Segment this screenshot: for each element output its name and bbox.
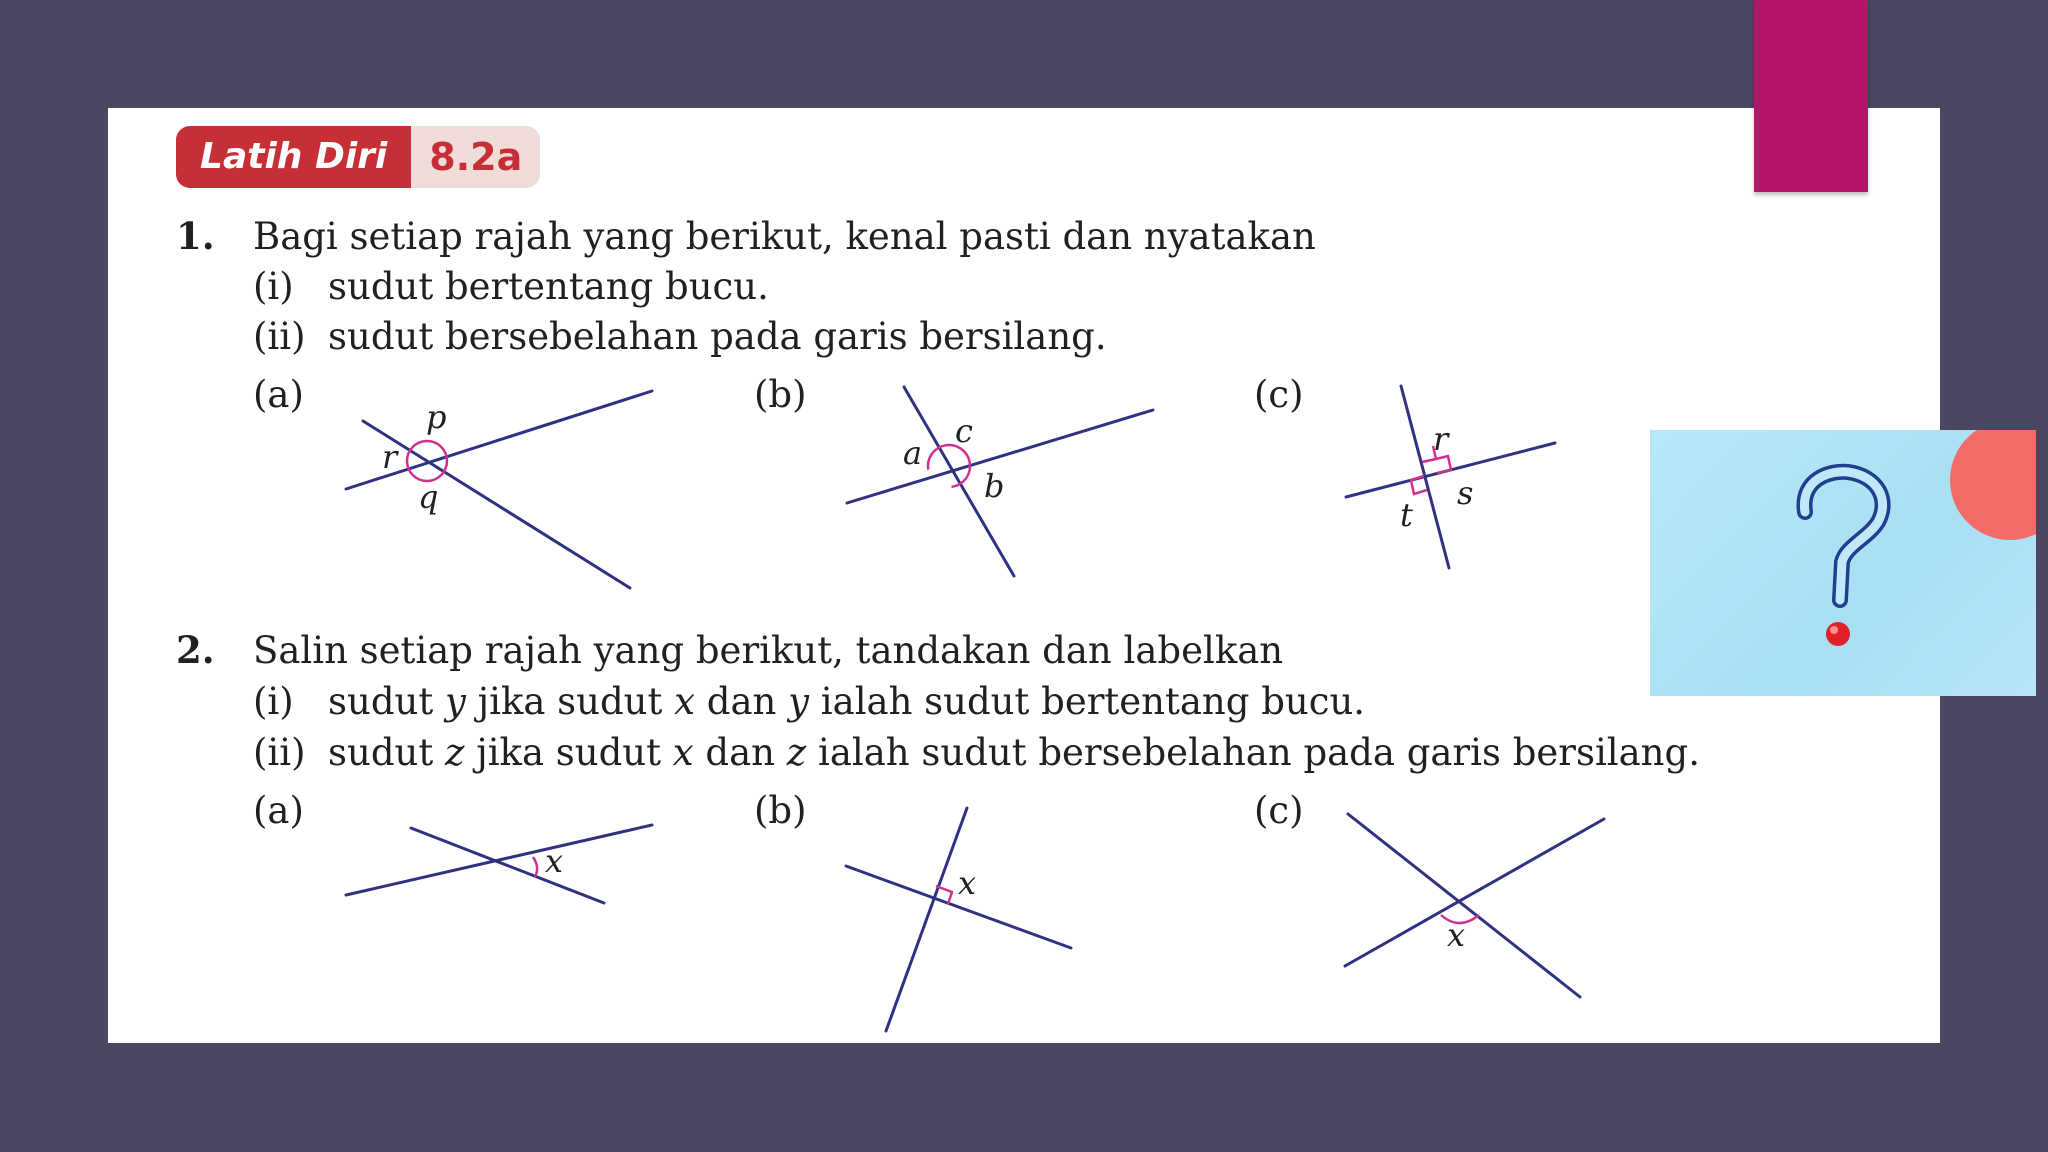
q2-number: 2. <box>176 628 215 672</box>
question-mark-icon <box>1650 430 2036 696</box>
line <box>363 421 630 588</box>
angle-label: r <box>1433 420 1449 458</box>
angle-label: p <box>426 398 447 436</box>
angle-mark <box>533 857 537 877</box>
q1-stem: Bagi setiap rajah yang berikut, kenal pasti dan nyatakan <box>253 215 1316 258</box>
q2-item-label: (i) <box>253 680 294 723</box>
angle-label: r <box>382 438 398 476</box>
q2-part-label: (b) <box>754 789 807 832</box>
q2-part-label: (a) <box>253 789 304 832</box>
angle-label: x <box>1447 916 1466 954</box>
angle-label: t <box>1400 496 1413 534</box>
q1-item-text: sudut bersebelahan pada garis bersilang. <box>328 315 1107 358</box>
q1-item-text: sudut bertentang bucu. <box>328 265 769 308</box>
q1-item-label: (i) <box>253 265 294 308</box>
question-image-panel <box>1650 430 2036 696</box>
badge-title: Latih Diri <box>176 126 411 188</box>
q1-part-label: (c) <box>1254 373 1304 416</box>
angle-label: a <box>903 434 923 472</box>
right-angle-mark <box>1436 456 1451 473</box>
q2-stem: Salin setiap rajah yang berikut, tandakan dan labelkan <box>253 629 1284 672</box>
line <box>886 808 967 1031</box>
angle-label: x <box>545 842 564 880</box>
q2-item-text: sudut y jika sudut x dan y ialah sudut bertentang bucu. <box>328 680 1366 723</box>
q2-item-text: sudut z jika sudut x dan z ialah sudut bersebelahan pada garis bersilang. <box>328 731 1700 774</box>
q1-part-label: (b) <box>754 373 807 416</box>
q2-item-label: (ii) <box>253 731 306 774</box>
angle-label: c <box>955 412 973 450</box>
q1-number: 1. <box>176 214 215 258</box>
line <box>1348 814 1580 997</box>
badge-code: 8.2a <box>429 135 523 179</box>
angle-label: x <box>958 864 977 902</box>
line <box>1401 386 1449 568</box>
angle-label: s <box>1457 474 1474 512</box>
angle-label: q <box>418 478 439 516</box>
q1-part-label: (a) <box>253 373 304 416</box>
line <box>411 828 604 903</box>
angle-label: b <box>984 467 1005 505</box>
q2-part-label: (c) <box>1254 789 1304 832</box>
q1-item-label: (ii) <box>253 315 306 358</box>
line <box>346 825 652 895</box>
